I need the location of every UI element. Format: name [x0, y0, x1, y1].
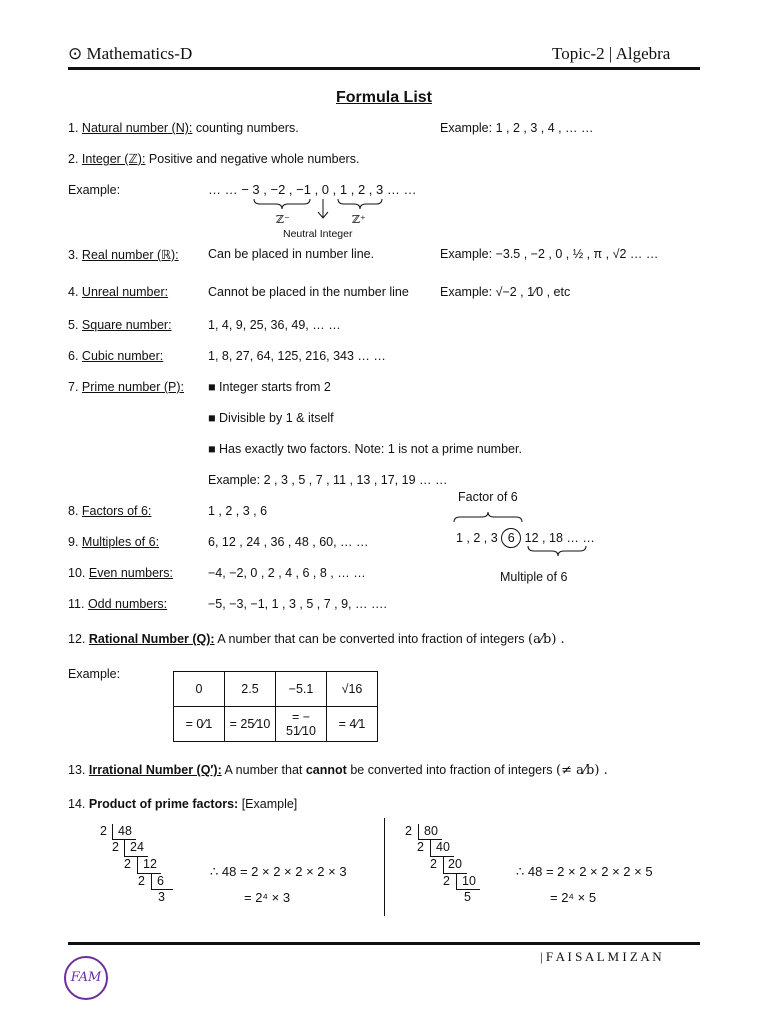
item-7: 7. Prime number (P): — [68, 380, 185, 394]
item-1: 1. Natural number (N): counting numbers. — [68, 121, 299, 135]
item-5: 5. Square number: — [68, 318, 172, 332]
z-plus-label: ℤ⁺ — [352, 213, 366, 226]
item-4-example: Example: √−2 , 1⁄0 , etc — [440, 285, 571, 299]
divisor: 2 — [138, 874, 145, 888]
item-12: 12. Rational Number (Q): A number that can be converted into fraction of integers (a⁄b) . — [68, 632, 565, 647]
table-row — [174, 672, 378, 707]
item-6: 6. Cubic number: — [68, 349, 164, 363]
factor-sequence: 1 , 2 , 3 6 12 , 18 … … — [456, 528, 595, 548]
table-cell: = 0⁄1 — [174, 707, 225, 742]
divisor: 2 — [100, 824, 107, 838]
table-cell: = 4⁄1 — [327, 707, 378, 742]
table-cell: 0 — [174, 672, 225, 707]
item-3-desc: Can be placed in number line. — [208, 247, 375, 261]
integer-braces — [250, 195, 410, 229]
circled-6: 6 — [501, 528, 521, 548]
factor-of-6-label: Factor of 6 — [458, 490, 518, 504]
multiple-of-6-label: Multiple of 6 — [500, 570, 568, 584]
result-48-line1: ∴ 48 = 2 × 2 × 2 × 2 × 3 — [210, 864, 347, 879]
divisor: 2 — [405, 824, 412, 838]
rational-table — [173, 671, 378, 742]
prime-bullet-2: ■ Divisible by 1 & itself — [208, 411, 334, 425]
dividend: 48 — [118, 824, 132, 838]
author-name: | F A I S A L M I Z A N — [540, 949, 662, 964]
item-14: 14. Product of prime factors: [Example] — [68, 797, 298, 811]
item-5-desc: 1, 4, 9, 25, 36, 49, … … — [208, 318, 341, 332]
table-cell: −5.1 — [276, 672, 327, 707]
dividend: 10 — [462, 874, 476, 888]
fam-logo: FAM — [64, 956, 108, 1000]
item-4-desc: Cannot be placed in the number line — [208, 285, 409, 299]
page-title: Formula List — [335, 89, 432, 106]
item-9: 9. Multiples of 6: — [68, 535, 160, 549]
dividend: 80 — [424, 824, 438, 838]
dividend: 20 — [448, 857, 462, 871]
dividend: 6 — [157, 874, 164, 888]
item-7-example: Example: 2 , 3 , 5 , 7 , 11 , 13 , 17, 19 … … — [208, 473, 448, 487]
item-2-example-label: Example: — [68, 183, 121, 197]
item-10: 10. Even numbers: — [68, 566, 173, 580]
item-12-example-label: Example: — [68, 667, 121, 681]
dividend: 40 — [436, 840, 450, 854]
column-divider — [384, 818, 385, 916]
footer-rule — [68, 942, 700, 945]
result-80-line2: = 2⁴ × 5 — [550, 890, 597, 905]
table-cell: = − 51⁄10 — [276, 707, 327, 742]
prime-bullet-3: ■ Has exactly two factors. Note: 1 is not a prime number. — [208, 442, 522, 456]
divisor: 2 — [124, 857, 131, 871]
table-cell: √16 — [327, 672, 378, 707]
header-topic: Topic-2 | Algebra — [552, 44, 671, 63]
dividend: 12 — [143, 857, 157, 871]
result-48-line2: = 2⁴ × 3 — [244, 890, 291, 905]
z-minus-label: ℤ⁻ — [276, 213, 290, 226]
item-6-desc: 1, 8, 27, 64, 125, 216, 343 … … — [208, 349, 386, 363]
item-8-desc: 1 , 2 , 3 , 6 — [208, 504, 268, 518]
item-11: 11. Odd numbers: — [68, 597, 168, 611]
header-subject: ⊙ Mathematics-D — [68, 44, 193, 63]
item-10-desc: −4, −2, 0 , 2 , 4 , 6 , 8 , … … — [208, 566, 366, 580]
item-13: 13. Irrational Number (Q′): A number that cannot be converted into fraction of integers (≠ a⁄b) . — [68, 763, 608, 778]
table-row — [174, 707, 378, 742]
dividend: 24 — [130, 840, 144, 854]
quotient: 5 — [464, 890, 471, 904]
item-1-example: Example: 1 , 2 , 3 , 4 , … … — [440, 121, 594, 135]
item-11-desc: −5, −3, −1, 1 , 3 , 5 , 7 , 9, … …. — [208, 597, 387, 611]
divisor: 2 — [417, 840, 424, 854]
divisor: 2 — [443, 874, 450, 888]
integer-sequence: … … − 3 , −2 , −1 , 0 , 1 , 2 , 3 … … — [208, 182, 417, 197]
table-cell: = 25⁄10 — [225, 707, 276, 742]
header-rule — [68, 67, 700, 70]
item-3-example: Example: −3.5 , −2 , 0 , ½ , π , √2 … … — [440, 247, 659, 261]
item-2: 2. Integer (ℤ): Positive and negative whole numbers. — [68, 152, 360, 166]
table-cell: 2.5 — [225, 672, 276, 707]
neutral-integer-label: Neutral Integer — [283, 228, 353, 240]
divisor: 2 — [430, 857, 437, 871]
divisor: 2 — [112, 840, 119, 854]
result-80-line1: ∴ 48 = 2 × 2 × 2 × 2 × 5 — [516, 864, 653, 879]
item-9-desc: 6, 12 , 24 , 36 , 48 , 60, … … — [208, 535, 369, 549]
item-3: 3. Real number (ℝ): — [68, 248, 179, 262]
item-8: 8. Factors of 6: — [68, 504, 152, 518]
item-4: 4. Unreal number: — [68, 285, 169, 299]
quotient: 3 — [158, 890, 165, 904]
prime-bullet-1: ■ Integer starts from 2 — [208, 380, 331, 394]
